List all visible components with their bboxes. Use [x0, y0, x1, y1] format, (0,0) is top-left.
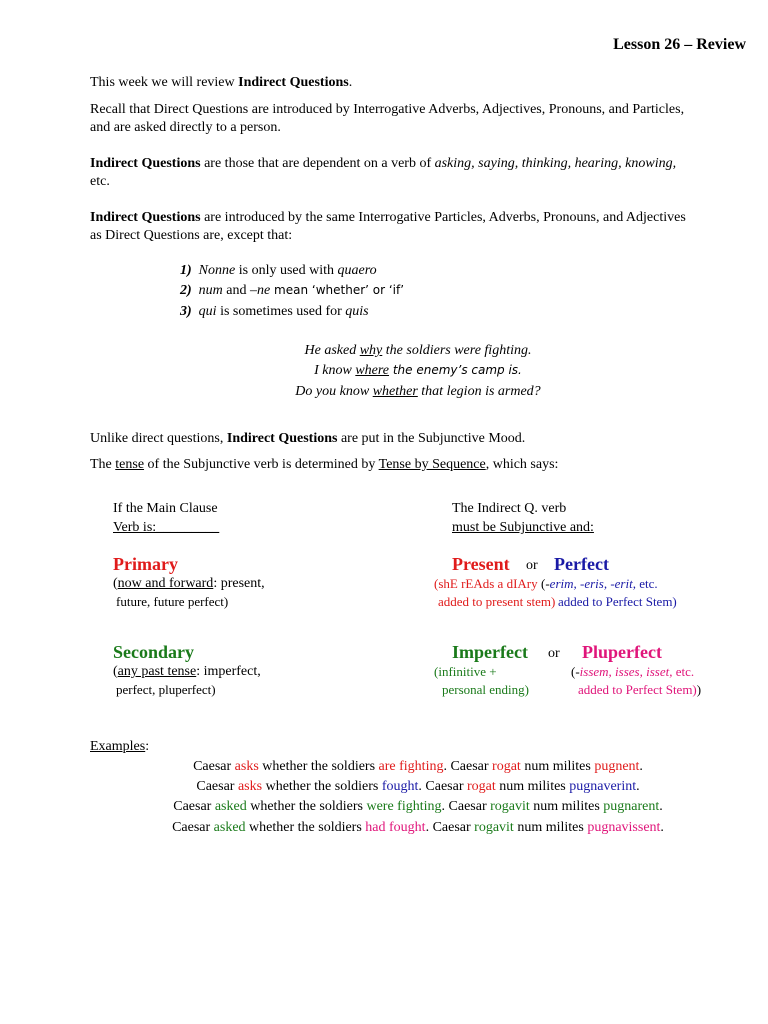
example-pre: He asked [304, 343, 360, 358]
ex-latin-sub: pugnarent [603, 799, 660, 814]
primary-desc-underlined: now and forward [117, 576, 214, 591]
right-heading-2-text: must be Subjunctive and: [452, 520, 594, 535]
example-row [0, 819, 768, 836]
perfect-label: Perfect [554, 554, 609, 574]
definition-line-1 [90, 155, 676, 172]
definition-bold: Indirect Questions [90, 156, 201, 171]
rule-term: Nonne [198, 263, 236, 278]
perfect-desc-etc: etc. [635, 576, 658, 591]
ex-e: . Caesar [425, 820, 475, 835]
example-post: the enemy’s camp is. [389, 363, 522, 377]
ex-main-verb: asked [214, 799, 247, 814]
intro-line [90, 74, 352, 91]
ex-g: num milites [529, 799, 604, 814]
present-desc-2: added to present stem) [438, 594, 556, 609]
rule-text: is sometimes used for [216, 304, 346, 319]
ex-a: Caesar [196, 779, 238, 794]
pluperfect-desc-etc: etc. [672, 664, 695, 679]
ex-a: Caesar [173, 799, 215, 814]
secondary-desc-open: ( [113, 664, 118, 679]
ex-c: whether the soldiers [258, 759, 379, 774]
ex-c: whether the soldiers [262, 779, 382, 794]
secondary-desc-1 [113, 663, 261, 680]
tense-mid: of the Subjunctive verb is determined by [144, 457, 379, 472]
ex-e: . Caesar [441, 799, 491, 814]
perfect-desc-2 [558, 593, 677, 610]
example-sentence [0, 342, 768, 359]
or-label: or [548, 646, 560, 661]
example-pre: I know [314, 363, 356, 378]
rule-item [180, 262, 377, 279]
ex-i: . [659, 799, 663, 814]
perfect-desc-stem: added to Perfect Stem) [558, 594, 677, 609]
right-heading-1: The Indirect Q. verb [452, 501, 567, 516]
present-desc-1: (shE rEAds a dIAry [434, 576, 538, 591]
examples-colon: : [145, 739, 150, 754]
examples-label: Examples [90, 739, 146, 754]
primary-label: Primary [113, 554, 178, 574]
definition-mid: are those that are dependent on a verb of [200, 156, 435, 171]
left-heading-2 [113, 519, 219, 536]
right-heading-2 [452, 519, 594, 536]
page-title: Lesson 26 – Review [613, 36, 746, 53]
rule-text-2: mean ‘whether’ or ‘if’ [270, 283, 405, 297]
tense-by-sequence: Tense by Sequence [378, 457, 486, 472]
intro2-rest: are introduced by the same Interrogative Particles, Adverbs, Pronouns, and Adjectives [200, 210, 686, 225]
primary-desc-open: ( [113, 576, 118, 591]
left-heading-1: If the Main Clause [113, 501, 218, 516]
examples-heading [90, 738, 149, 755]
ex-main-verb: asks [234, 759, 259, 774]
ex-a: Caesar [172, 820, 214, 835]
present-label: Present [452, 554, 510, 574]
example-row [0, 778, 768, 795]
pluperfect-label: Pluperfect [582, 642, 662, 662]
ex-g: num milites [513, 820, 588, 835]
definition-verbs: asking, saying, thinking, hearing, knowing, [434, 156, 677, 171]
rule-term: num [198, 283, 223, 298]
rule-text: is only used with [235, 263, 338, 278]
rule-term-2: quis [345, 304, 369, 319]
intro-post: . [348, 75, 353, 90]
ex-latin-sub: pugnent [594, 759, 640, 774]
subjunctive-post: are put in the Subjunctive Mood. [337, 431, 526, 446]
ex-g: num milites [520, 759, 595, 774]
subjunctive-bold: Indirect Questions [226, 431, 338, 446]
intro2-line-1 [90, 209, 686, 226]
subjunctive-line [90, 430, 525, 447]
ex-i: . [660, 820, 664, 835]
or-label: or [526, 558, 538, 573]
secondary-desc-2: perfect, pluperfect) [116, 682, 216, 697]
ex-i: . [639, 759, 643, 774]
subjunctive-pre: Unlike direct questions, [90, 431, 227, 446]
example-sentence [0, 362, 768, 379]
ex-a: Caesar [193, 759, 235, 774]
rule-term-2: quaero [337, 263, 377, 278]
example-row [0, 758, 768, 775]
ex-g: num milites [495, 779, 570, 794]
rule-number: 1) [180, 263, 192, 278]
tense-post: , which says: [485, 457, 559, 472]
rule-item [180, 303, 369, 320]
ex-e: . Caesar [443, 759, 493, 774]
example-post: that legion is armed? [417, 384, 541, 399]
left-heading-2-text: Verb is:_________ [113, 520, 220, 535]
ex-latin-main: rogavit [490, 799, 530, 814]
ex-main-verb: asks [237, 779, 263, 794]
example-pre: Do you know [295, 384, 373, 399]
rule-term: qui [198, 304, 217, 319]
pluperfect-desc-open: (- [571, 664, 580, 679]
ex-sub-verb: fought [381, 779, 419, 794]
rule-item [180, 282, 404, 299]
rule-term-2: –ne [250, 283, 271, 298]
ex-latin-main: rogat [466, 779, 496, 794]
secondary-desc-rest: : imperfect, [196, 664, 261, 679]
rule-number: 3) [180, 304, 192, 319]
secondary-desc-underlined: any past tense [117, 664, 197, 679]
ex-latin-sub: pugnavissent [587, 820, 661, 835]
ex-latin-main: rogat [492, 759, 521, 774]
pluperfect-desc-2: added to Perfect Stem)) [578, 682, 702, 697]
imperfect-label: Imperfect [452, 642, 528, 662]
secondary-label: Secondary [113, 642, 194, 662]
intro-bold: Indirect Questions [238, 75, 349, 90]
recall-line-2: and are asked directly to a person. [90, 120, 281, 135]
ex-e: . Caesar [418, 779, 467, 794]
ex-sub-verb: are fighting [378, 759, 444, 774]
tense-word: tense [115, 457, 145, 472]
intro-pre: This week we will review [90, 75, 239, 90]
ex-c: whether the soldiers [246, 799, 367, 814]
perfect-desc-open: (- [541, 576, 550, 591]
example-sentence [0, 383, 768, 400]
tense-pre: The [90, 457, 116, 472]
pluperfect-desc-stem: added to Perfect Stem) [578, 682, 697, 697]
ex-i: . [636, 779, 640, 794]
recall-line-1: Recall that Direct Questions are introduced by Interrogative Adverbs, Adjectives, Pronouns, and Particles, [90, 102, 685, 117]
example-underlined: where [355, 363, 390, 378]
pluperfect-endings: issem, isses, isset, [579, 664, 673, 679]
ex-latin-main: rogavit [474, 820, 514, 835]
primary-desc-1 [113, 575, 265, 592]
perfect-endings: erim, -eris, -erit, [549, 576, 636, 591]
example-row [0, 798, 768, 815]
imperfect-desc-2: personal ending) [442, 682, 530, 697]
tense-line [90, 456, 558, 473]
ex-c: whether the soldiers [245, 820, 366, 835]
ex-sub-verb: were fighting [366, 799, 442, 814]
pluperfect-desc-1 [571, 663, 694, 680]
ex-main-verb: asked [213, 820, 246, 835]
primary-desc-rest: : present, [213, 576, 265, 591]
ex-latin-sub: pugnaverint [569, 779, 637, 794]
intro2-bold: Indirect Questions [90, 210, 201, 225]
intro2-line-2: as Direct Questions are, except that: [90, 228, 293, 243]
primary-desc-2: future, future perfect) [116, 594, 229, 609]
imperfect-desc-1: (infinitive + [434, 664, 497, 679]
example-underlined: why [359, 343, 383, 358]
rule-number: 2) [180, 283, 192, 298]
ex-sub-verb: had fought [365, 820, 426, 835]
example-post: the soldiers were fighting. [382, 343, 532, 358]
perfect-desc-1 [541, 575, 658, 592]
rule-text: and [222, 283, 251, 298]
example-underlined: whether [372, 384, 418, 399]
definition-line-2: etc. [90, 174, 110, 189]
